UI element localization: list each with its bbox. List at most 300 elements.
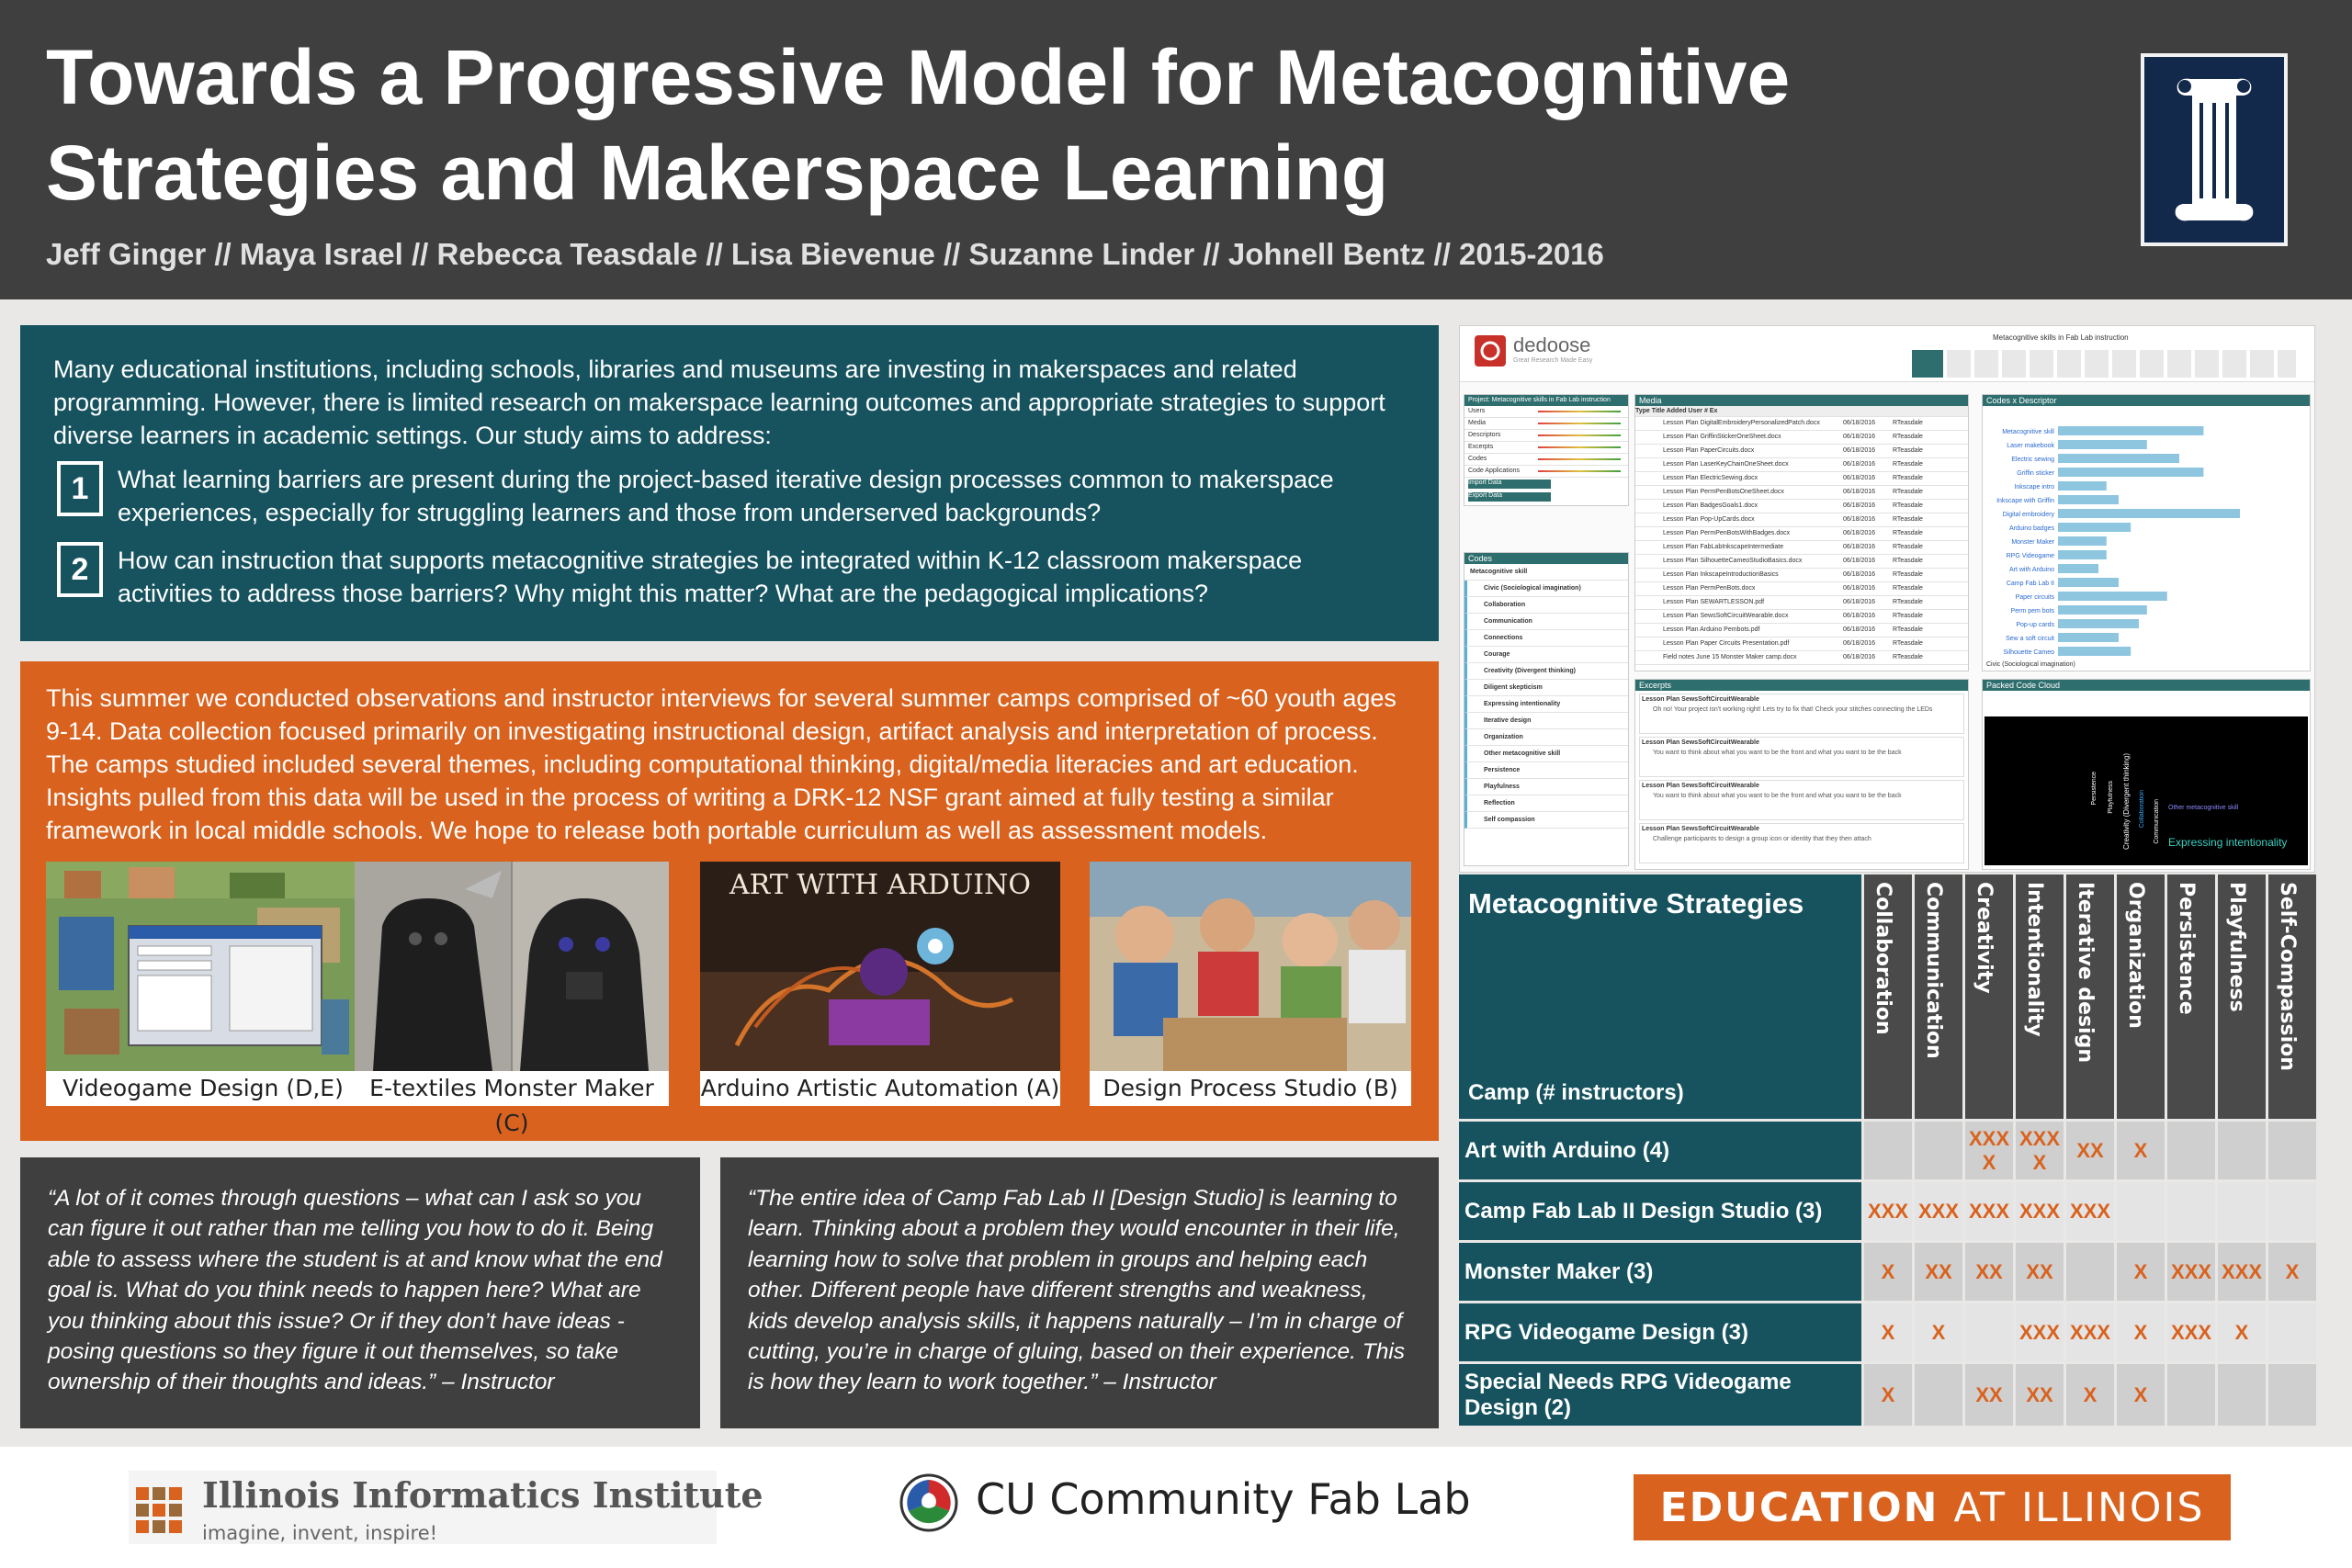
dedoose-screenshot: [1459, 325, 2315, 873]
column-header-label: Intentionality: [2023, 882, 2046, 1037]
table-row-label: RPG Videogame Design (3): [1459, 1301, 1861, 1361]
code-item: Iterative design: [1464, 713, 1628, 729]
column-header: [2064, 874, 2114, 1119]
media-row: [1635, 472, 1968, 486]
dedoose-media-panel: [1634, 394, 1969, 671]
column-header-label: Iterative design: [2074, 882, 2097, 1064]
media-title: Lesson Plan LaserKeyChainOneSheet.docx: [1663, 461, 1789, 468]
fab-lab-name: CU Community Fab Lab: [976, 1474, 1471, 1524]
column-header-label: Communication: [1922, 882, 1945, 1059]
table-cell: X: [2114, 1361, 2165, 1426]
column-header: [1912, 874, 1962, 1119]
descriptor-bar: [2058, 481, 2107, 491]
descriptor-bar: [2058, 550, 2107, 559]
project-stat-label: Codes: [1468, 456, 1487, 462]
project-stat-slider: [1538, 470, 1621, 472]
descriptor-bar: [2058, 564, 2098, 573]
project-stat-slider: [1538, 458, 1621, 460]
media-date: 06/18/2016: [1843, 544, 1876, 550]
media-date: 06/18/2016: [1843, 640, 1876, 647]
cloud-word: Creativity (Divergent thinking): [2122, 753, 2131, 850]
media-user: RTeasdale: [1893, 613, 1923, 619]
column-header-label: Playfulness: [2225, 882, 2248, 1012]
intro-text: Many educational institutions, including schools, libraries and museums are investing in makerspaces and related programming. However, there is limited research on makerspace learning outcomes and appropriate strategies to support diverse learners in academic settings. Our study aims to address:: [53, 355, 1385, 449]
table-cell: XX: [2013, 1240, 2064, 1301]
media-user: RTeasdale: [1893, 544, 1923, 550]
media-title: Lesson Plan ElectricSewing.docx: [1663, 475, 1758, 481]
cloud-word: Playfulness: [2108, 781, 2114, 814]
instructor-quote-1: “A lot of it comes through questions – what can I ask so you can figure it out rather than me telling you how to do it. Being able to assess where the student is at and know what the end goal is. What do you think needs to happen here? What are you thinking about this issue? Or if they don’t have ideas - posing questions so they figure it out themselves, so take ownership of their thoughts and ideas.” – Instructor: [20, 1157, 700, 1428]
table-cell: XX: [1962, 1361, 2013, 1426]
project-stat-row: [1464, 454, 1628, 466]
media-row: [1635, 596, 1968, 610]
cloud-word: Other metacognitive skill: [2168, 805, 2239, 811]
etextiles-photo: [355, 862, 669, 1071]
code-item: Connections: [1464, 630, 1628, 647]
media-row: [1635, 637, 1968, 651]
descriptor-bar: [2058, 495, 2119, 504]
panel-title: Excerpts: [1635, 680, 1968, 691]
dedoose-project-title: Metacognitive skills in Fab Lab instruction: [1993, 333, 2129, 342]
column-header: [2165, 874, 2215, 1119]
bar-label: Monster Maker: [2011, 539, 2054, 546]
media-title: Lesson Plan Pop-UpCards.docx: [1663, 516, 1755, 523]
descriptor-bar: [2058, 633, 2119, 642]
excerpt-item: [1639, 694, 1964, 734]
table-cell: [2165, 1361, 2215, 1426]
media-date: 06/18/2016: [1843, 502, 1876, 509]
code-item: Collaboration: [1464, 597, 1628, 614]
descriptor-bar-chart: [1983, 423, 2310, 663]
media-user: RTeasdale: [1893, 585, 1923, 592]
table-subtitle: Camp (# instructors): [1468, 1080, 1684, 1105]
bar-label: Inkscape intro: [2014, 484, 2054, 491]
table-cell: XXX: [2165, 1240, 2215, 1301]
media-date: 06/18/2016: [1843, 434, 1876, 440]
descriptor-bar: [2058, 454, 2179, 463]
block-i-icon: [2144, 57, 2284, 243]
project-stats: [1464, 406, 1628, 478]
media-row: [1635, 569, 1968, 582]
table-cell: [1912, 1361, 1962, 1426]
column-header-label: Organization: [2124, 882, 2147, 1029]
illinois-logo: [2141, 53, 2288, 246]
cloud-word: Communication: [2154, 799, 2160, 844]
photo-design-studio: [1090, 862, 1411, 1106]
panel-title: Packed Code Cloud: [1983, 680, 2310, 691]
media-user: RTeasdale: [1893, 626, 1923, 633]
table-row-label: Art with Arduino (4): [1459, 1119, 1861, 1179]
bar-label: RPG Videogame: [2006, 553, 2054, 559]
media-row: [1635, 458, 1968, 472]
table-cell: XX: [2013, 1361, 2064, 1426]
descriptor-bar: [2058, 605, 2147, 615]
descriptor-bar: [2058, 523, 2131, 532]
media-date: 06/18/2016: [1843, 475, 1876, 481]
table-cell: XXXX: [1962, 1119, 2013, 1179]
table-cell: [1861, 1119, 1912, 1179]
code-item: Metacognitive skill: [1464, 564, 1628, 581]
project-stat-slider: [1538, 411, 1621, 412]
bar-label: Sew a soft circuit: [2006, 636, 2054, 642]
table-cell: X: [1861, 1301, 1912, 1361]
project-stat-label: Users: [1468, 408, 1486, 414]
table-cell: XXX: [1912, 1179, 1962, 1240]
iii-tagline: imagine, invent, inspire!: [202, 1522, 438, 1544]
excerpt-item: [1639, 737, 1964, 777]
excerpt-text: You want to think about what you want to be the front and what you want to be the back: [1653, 750, 1902, 756]
media-date: 06/18/2016: [1843, 626, 1876, 633]
photo-caption: Design Process Studio (B): [1102, 1075, 1398, 1101]
media-title: Lesson Plan GriffinStickerOneSheet.docx: [1663, 434, 1781, 440]
media-user: RTeasdale: [1893, 654, 1923, 660]
table-cell: [2064, 1240, 2114, 1301]
table-cell: X: [1861, 1240, 1912, 1301]
code-item: Other metacognitive skill: [1464, 746, 1628, 762]
question-number-2: 2: [57, 542, 103, 597]
bar-label: Camp Fab Lab II: [2006, 581, 2054, 587]
poster-title: [46, 29, 2067, 220]
media-date: 06/18/2016: [1843, 571, 1876, 578]
table-cell: XXX: [1861, 1179, 1912, 1240]
project-stat-slider: [1538, 434, 1621, 436]
media-title: Field notes June 15 Monster Maker camp.docx: [1663, 654, 1797, 660]
excerpt-list: [1635, 694, 1968, 863]
code-item: Persistence: [1464, 762, 1628, 779]
excerpt-text: Challenge participants to design a group icon or identity that they then attach: [1653, 836, 1871, 842]
title-line-1: Towards a Progressive Model for Metacognitive: [46, 34, 1791, 120]
media-row: [1635, 500, 1968, 513]
media-row: [1635, 651, 1968, 665]
table-cell: XXX: [2064, 1301, 2114, 1361]
project-stat-label: Media: [1468, 420, 1487, 426]
media-user: RTeasdale: [1893, 434, 1923, 440]
column-header-label: Persistence: [2175, 882, 2198, 1015]
table-header-corner: [1459, 874, 1861, 1119]
photo-videogame-design: [46, 862, 360, 1106]
media-user: RTeasdale: [1893, 447, 1923, 454]
code-item: Organization: [1464, 729, 1628, 746]
column-header-label: Collaboration: [1871, 882, 1894, 1035]
media-date: 06/18/2016: [1843, 489, 1876, 495]
bar-label: Digital embroidery: [2002, 512, 2054, 518]
strategies-table: [1459, 874, 2324, 1427]
project-stat-row: [1464, 466, 1628, 478]
photo-arduino: [700, 862, 1060, 1106]
media-row: [1635, 417, 1968, 431]
column-header: [2266, 874, 2316, 1119]
bar-label: Paper circuits: [2015, 594, 2054, 601]
descriptor-bar: [2058, 536, 2107, 546]
videogame-screenshot: [46, 862, 360, 1071]
research-questions-panel: [20, 325, 1439, 641]
table-cell: [1912, 1119, 1962, 1179]
export-data-button[interactable]: Export Data: [1468, 492, 1551, 502]
media-title: Lesson Plan SewsSoftCircuitWearable.docx: [1663, 613, 1789, 619]
photo-caption: E-textiles Monster Maker (C): [369, 1075, 654, 1136]
media-user: RTeasdale: [1893, 489, 1923, 495]
media-date: 06/18/2016: [1843, 585, 1876, 592]
media-title: Lesson Plan Paper Circuits Presentation.pdf: [1663, 640, 1790, 647]
media-date: 06/18/2016: [1843, 654, 1876, 660]
code-item: Diligent skepticism: [1464, 680, 1628, 696]
cloud-word: Collaboration: [2139, 790, 2145, 829]
poster-footer: [0, 1447, 2352, 1568]
table-row-label: Special Needs RPG Videogame Design (2): [1459, 1361, 1861, 1426]
project-stat-label: Descriptors: [1468, 432, 1501, 438]
media-user: RTeasdale: [1893, 640, 1923, 647]
table-cell: [2266, 1361, 2316, 1426]
table-cell: [2266, 1301, 2316, 1361]
table-cell: X: [2114, 1301, 2165, 1361]
media-title: Lesson Plan PermPenBots.docx: [1663, 585, 1756, 592]
excerpt-source: Lesson Plan SewsSoftCircuitWearable: [1642, 826, 1759, 832]
summer-text: This summer we conducted observations and instructor interviews for several summer camps comprised of ~60 youth ages 9-14. Data collection focused primarily on investigating instructional design, artifact analysis and interpretation of process. The camps studied included several themes, including computational thinking, digital/media literacies and art education. Insights pulled from this data will be used in the process of writing a DRK-12 NSF grant aimed at fully testing a similar framework in local middle schools. We hope to release both portable curriculum as well as assessment models.: [46, 684, 1396, 844]
project-stat-row: [1464, 406, 1628, 418]
column-header: [2114, 874, 2165, 1119]
author-list: Jeff Ginger // Maya Israel // Rebecca Teasdale // Lisa Bievenue // Suzanne Linder // Johnell Bentz // 2015-2016: [46, 237, 1604, 271]
education-illinois-logo: [1634, 1474, 2231, 1540]
poster-header: [0, 0, 2352, 299]
media-user: RTeasdale: [1893, 516, 1923, 523]
bar-label: Electric sewing: [2011, 457, 2054, 463]
question-number-1: 1: [57, 461, 103, 516]
bar-label: Perm pem bots: [2010, 608, 2054, 615]
descriptor-bar: [2058, 509, 2240, 518]
iii-mark-icon: [132, 1483, 184, 1535]
panel-title: Media: [1635, 395, 1968, 406]
descriptor-bar: [2058, 440, 2147, 449]
table-cell: X: [2064, 1361, 2114, 1426]
descriptor-bar: [2058, 619, 2139, 628]
media-user: RTeasdale: [1893, 420, 1923, 426]
dedoose-project-panel: [1464, 394, 1629, 506]
table-cell: XXX: [2165, 1301, 2215, 1361]
table-cell: [2165, 1179, 2215, 1240]
media-date: 06/18/2016: [1843, 613, 1876, 619]
descriptor-bar: [2058, 468, 2203, 477]
media-user: RTeasdale: [1893, 475, 1923, 481]
column-header-label: Creativity: [1973, 882, 1996, 994]
media-row: [1635, 610, 1968, 624]
media-date: 06/18/2016: [1843, 530, 1876, 536]
table-cell: [2215, 1361, 2266, 1426]
media-title: Lesson Plan SEWARTLESSON.pdf: [1663, 599, 1765, 605]
summer-camps-panel: [20, 661, 1439, 1141]
descriptor-bar: [2058, 647, 2131, 656]
media-row: [1635, 445, 1968, 458]
iii-logo: [129, 1471, 763, 1544]
excerpt-source: Lesson Plan SewsSoftCircuitWearable: [1642, 696, 1759, 703]
column-header: [2013, 874, 2064, 1119]
media-row: [1635, 624, 1968, 637]
table-cell: XXXX: [2013, 1119, 2064, 1179]
media-user: RTeasdale: [1893, 461, 1923, 468]
panel-title: Project: Metacognitive skills in Fab Lab instruction: [1464, 395, 1628, 406]
question-text-2: How can instruction that supports metacognitive strategies be integrated within K-12 classroom makerspace activities to address those barriers? Why might this matter? What are the pedagogical implications?: [118, 547, 1303, 607]
title-line-2: Strategies and Makerspace Learning: [46, 130, 1389, 216]
media-title: Lesson Plan SilhouetteCameoStudioBasics.docx: [1663, 558, 1803, 564]
table-cell: [2266, 1179, 2316, 1240]
code-item: Reflection: [1464, 795, 1628, 812]
bar-label: Arduino badges: [2008, 525, 2054, 532]
media-title: Lesson Plan DigitalEmbroideryPersonalizedPatch.docx: [1663, 420, 1820, 426]
table-cell: XX: [2064, 1119, 2114, 1179]
question-text-1: What learning barriers are present during the project-based iterative design processes common to makerspace experiences, especially for struggling learners and those from underserved backgrounds?: [118, 466, 1334, 526]
column-header: [1962, 874, 2013, 1119]
column-header-label: Self-Compassion: [2276, 882, 2299, 1071]
cloud-word: Expressing intentionality: [2168, 836, 2288, 849]
column-header: [1861, 874, 1912, 1119]
edu-bold: EDUCATION: [1659, 1483, 1939, 1531]
dedoose-codes-descriptor-panel: [1982, 394, 2311, 671]
edu-rest: AT ILLINOIS: [1953, 1483, 2205, 1531]
bar-label: Silhouette Cameo: [2003, 649, 2054, 656]
descriptor-bar: [2058, 426, 2203, 435]
media-row: [1635, 541, 1968, 555]
descriptor-bar: [2058, 592, 2167, 601]
table-cell: X: [2114, 1119, 2165, 1179]
excerpt-source: Lesson Plan SewsSoftCircuitWearable: [1642, 739, 1759, 746]
dedoose-brand: dedoose: [1513, 333, 1591, 356]
media-table-body: [1635, 417, 1968, 665]
table-cell: XXX: [2013, 1301, 2064, 1361]
panel-title: Codes x Descriptor: [1983, 395, 2310, 406]
table-cell: XXX: [2064, 1179, 2114, 1240]
bar-label: Metacognitive skill: [2002, 429, 2054, 435]
cloud-word: Persistence: [2091, 772, 2098, 806]
photo-etextiles: [355, 862, 669, 1136]
instructor-quote-2: “The entire idea of Camp Fab Lab II [Design Studio] is learning to learn. Thinking about a problem they would encounter in their life, learning how to solve that problem in groups and helping each other. Different people have different strengths and weakness, kids develop analysis skills, it happens naturally – I’m in charge of cutting, you’re in charge of gluing, based on their experience. This is how they learn to work together.” – Instructor: [720, 1157, 1439, 1428]
table-cell: X: [2114, 1240, 2165, 1301]
media-title: Lesson Plan FabLabInkscapeIntermediate: [1663, 544, 1784, 550]
media-row: [1635, 527, 1968, 541]
media-row: [1635, 582, 1968, 596]
media-date: 06/18/2016: [1843, 516, 1876, 523]
photo-caption: Arduino Artistic Automation (A): [700, 1075, 1060, 1101]
civic-label: Civic (Sociological imagination): [1986, 661, 2075, 668]
media-title: Lesson Plan PaperCircuits.docx: [1663, 447, 1755, 454]
media-date: 06/18/2016: [1843, 447, 1876, 454]
table-cell: [2165, 1119, 2215, 1179]
excerpt-item: [1639, 780, 1964, 820]
dedoose-toolbar[interactable]: [1947, 350, 2296, 378]
project-stat-slider: [1538, 446, 1621, 448]
table-cell: XXX: [2013, 1179, 2064, 1240]
design-studio-photo: [1090, 862, 1411, 1071]
table-cell: X: [2215, 1301, 2266, 1361]
excerpt-source: Lesson Plan SewsSoftCircuitWearable: [1642, 783, 1759, 789]
media-user: RTeasdale: [1893, 571, 1923, 578]
project-stat-row: [1464, 418, 1628, 430]
import-data-button[interactable]: Import Data: [1468, 479, 1551, 489]
codes-list: [1464, 564, 1628, 829]
arduino-photo-overlay: ART WITH ARDUINO: [729, 869, 1031, 901]
media-user: RTeasdale: [1893, 599, 1923, 605]
dedoose-topbar: [1460, 326, 2314, 382]
code-item: Civic (Sociological imagination): [1464, 581, 1628, 597]
dedoose-home-button[interactable]: [1912, 350, 1943, 378]
media-title: Lesson Plan Arduino Pembots.pdf: [1663, 626, 1760, 633]
project-stat-label: Excerpts: [1468, 444, 1494, 450]
bar-label: Pop-up cards: [2016, 622, 2054, 628]
bar-label: Griffin sticker: [2017, 470, 2054, 477]
media-title: Lesson Plan BadgesGoals1.docx: [1663, 502, 1758, 509]
table-cell: [1962, 1301, 2013, 1361]
fab-lab-logo-icon: [899, 1472, 959, 1533]
media-table-header: Type Title Added User # Ex: [1635, 406, 1968, 417]
table-cell: XXX: [1962, 1179, 2013, 1240]
table-cell: X: [1912, 1301, 1962, 1361]
media-date: 06/18/2016: [1843, 558, 1876, 564]
media-row: [1635, 555, 1968, 569]
project-stat-row: [1464, 430, 1628, 442]
project-stat-row: [1464, 442, 1628, 454]
table-cell: XX: [1912, 1240, 1962, 1301]
table-row-label: Camp Fab Lab II Design Studio (3): [1459, 1179, 1861, 1240]
media-date: 06/18/2016: [1843, 461, 1876, 468]
code-cloud-canvas: [1984, 716, 2308, 865]
excerpt-text: Oh no! Your project isn't working right! Lets try to fix that! Check your stitches connecting the LEDs: [1653, 706, 1933, 713]
media-title: Lesson Plan PermPenBotsOneSheet.docx: [1663, 489, 1784, 495]
media-user: RTeasdale: [1893, 558, 1923, 564]
dedoose-codes-panel: [1464, 552, 1629, 866]
media-date: 06/18/2016: [1843, 599, 1876, 605]
code-item: Self compassion: [1464, 812, 1628, 829]
code-item: Communication: [1464, 614, 1628, 630]
code-item: Courage: [1464, 647, 1628, 663]
table-cell: [2215, 1119, 2266, 1179]
excerpt-text: You want to think about what you want to be the front and what you want to be the back: [1653, 793, 1902, 799]
media-user: RTeasdale: [1893, 502, 1923, 509]
media-date: 06/18/2016: [1843, 420, 1876, 426]
panel-title: Codes: [1464, 553, 1628, 564]
project-stat-label: Code Applications: [1468, 468, 1521, 474]
dedoose-code-cloud-panel: [1982, 679, 2311, 870]
table-cell: XXX: [2215, 1240, 2266, 1301]
table-cell: [2114, 1179, 2165, 1240]
table-cell: X: [2266, 1240, 2316, 1301]
table-title: Metacognitive Strategies: [1468, 887, 1804, 919]
excerpt-item: [1639, 823, 1964, 863]
media-row: [1635, 513, 1968, 527]
media-title: Lesson Plan InkscapeIntroductionBasics: [1663, 571, 1779, 578]
dedoose-tagline: Great Research Made Easy: [1513, 357, 1593, 364]
bar-label: Inkscape with Griffin: [1996, 498, 2054, 504]
code-item: Creativity (Divergent thinking): [1464, 663, 1628, 680]
table-cell: [2215, 1179, 2266, 1240]
dedoose-logo-icon: [1475, 335, 1506, 367]
iii-name: Illinois Informatics Institute: [202, 1474, 763, 1516]
table-cell: XX: [1962, 1240, 2013, 1301]
bar-label: Art with Arduino: [2008, 567, 2054, 573]
media-row: [1635, 486, 1968, 500]
table-row-label: Monster Maker (3): [1459, 1240, 1861, 1301]
photo-caption: Videogame Design (D,E): [62, 1075, 344, 1101]
column-header: [2215, 874, 2266, 1119]
code-item: Expressing intentionality: [1464, 696, 1628, 713]
project-stat-slider: [1538, 423, 1621, 424]
code-item: Playfulness: [1464, 779, 1628, 795]
dedoose-excerpts-panel: [1634, 679, 1969, 870]
bar-label: Laser makebook: [2007, 443, 2054, 449]
media-row: [1635, 431, 1968, 445]
descriptor-bar: [2058, 578, 2119, 587]
media-title: Lesson Plan PermPenBotsWithBadges.docx: [1663, 530, 1791, 536]
media-user: RTeasdale: [1893, 530, 1923, 536]
table-cell: [2266, 1119, 2316, 1179]
table-cell: X: [1861, 1361, 1912, 1426]
